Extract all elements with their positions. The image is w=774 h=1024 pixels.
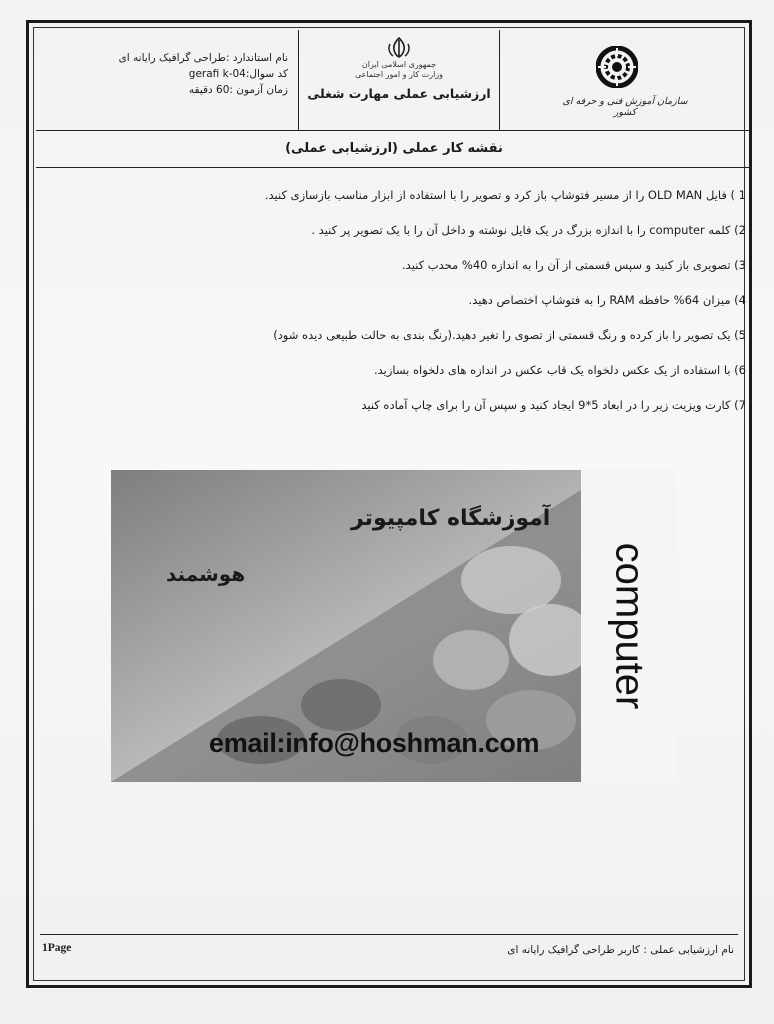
card-vertical-text: computer <box>607 542 652 710</box>
iran-emblem-icon <box>384 36 414 60</box>
task-item: 5) یک تصویر را باز کرده و رنگ قسمتی از تصوی را تغیر دهید.(رنگ بندی به حالت طبیعی دیده شود) <box>273 328 746 342</box>
page-title: نقشه کار عملی (ارزشیابی عملی) <box>285 141 503 156</box>
business-card-image <box>111 470 677 782</box>
task-item: 1 ) فایل OLD MAN را از مسیر فتوشاپ باز کرد و تصویر را با استفاده از ابزار مناسب بازسازی کنید. <box>264 188 746 202</box>
organization-name: سازمان آموزش فنی و حرفه ای کشور <box>562 96 688 118</box>
card-brand-name: هوشمند <box>166 562 246 586</box>
task-item: 6) با استفاده از یک عکس دلخواه یک قاب عکس در اندازه های دلخواه بسازید. <box>373 363 746 377</box>
card-email: email:info@hoshman.com <box>209 728 540 758</box>
task-list <box>120 186 746 431</box>
header-meta-cell <box>36 30 299 130</box>
standard-name: نام استاندارد :طراحی گرافیک رایانه ای <box>118 52 288 64</box>
footer-divider <box>40 934 738 935</box>
exam-time: زمان آزمون :60 دقیقه <box>188 84 288 96</box>
header-table <box>36 30 752 131</box>
question-code: کد سوال:gerafi k-04 <box>188 68 288 80</box>
government-lines <box>299 60 499 80</box>
card-school-name: آموزشگاه کامپیوتر <box>351 506 551 531</box>
task-item: 7) کارت ویزیت زیر را در ابعاد 5*9 ایجاد کنید و سپس آن را برای چاپ آماده کنید <box>361 398 746 412</box>
header-logo-cell <box>500 30 752 130</box>
organization-logo-icon <box>596 46 638 88</box>
exam-meta <box>119 50 288 98</box>
task-item: 2) کلمه computer را با اندازه بزرگ در یک فایل نوشته و داخل آن را با یک تصویر پر کنید . <box>311 223 746 237</box>
center-title: ارزشیابی عملی مهارت شغلی <box>307 86 491 101</box>
page-number: 1Page <box>42 942 72 954</box>
header-center-cell <box>299 30 500 130</box>
gov-line-2: وزارت کار و امور اجتماعی <box>354 70 444 79</box>
task-item: 3) تصویری باز کنید و سپس قسمتی از آن را به اندازه 40% محدب کنید. <box>402 258 746 272</box>
task-item: 4) میزان 64% حافظه RAM را به فتوشاپ اختصاص دهید. <box>468 293 746 307</box>
footer-text: نام ارزشیابی عملی : کاربر طراحی گرافیک رایانه ای <box>507 944 734 956</box>
title-bar <box>36 131 752 168</box>
gov-line-1: جمهوری اسلامی ایران <box>361 60 437 69</box>
